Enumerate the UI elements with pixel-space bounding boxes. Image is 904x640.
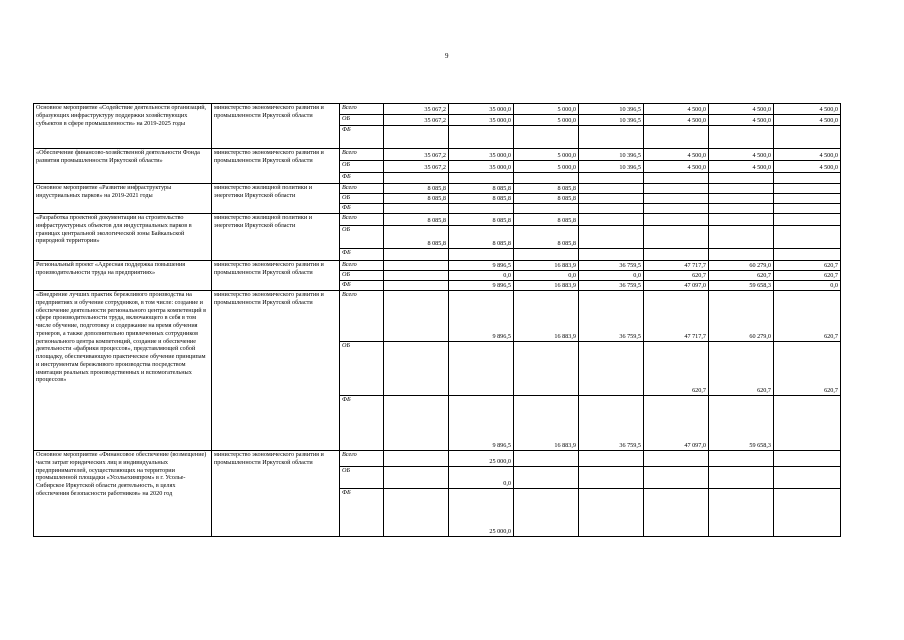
amount-cell: 620,7	[774, 271, 841, 281]
funding-source: ФБ	[340, 173, 384, 184]
amount-cell	[774, 204, 841, 214]
amount-cell	[514, 467, 579, 489]
amount-cell: 0,0	[579, 271, 644, 281]
amount-cell	[579, 451, 644, 467]
amount-cell: 35 067,2	[384, 104, 449, 115]
amount-cell	[774, 396, 841, 451]
amount-cell: 9 896,5	[449, 261, 514, 271]
amount-cell: 8 085,8	[514, 194, 579, 204]
amount-cell: 35 067,2	[384, 161, 449, 173]
amount-cell	[514, 451, 579, 467]
table-row	[34, 261, 841, 271]
amount-cell	[514, 204, 579, 214]
amount-cell	[579, 226, 644, 249]
amount-cell: 8 085,8	[514, 226, 579, 249]
amount-cell	[579, 173, 644, 184]
budget-table	[33, 103, 841, 537]
amount-cell	[449, 173, 514, 184]
amount-cell: 47 717,7	[644, 291, 709, 342]
amount-cell: 5 000,0	[514, 149, 579, 161]
amount-cell: 35 000,0	[449, 161, 514, 173]
table-row	[34, 104, 841, 115]
amount-cell	[709, 489, 774, 537]
amount-cell: 35 000,0	[449, 149, 514, 161]
amount-cell: 4 500,0	[709, 104, 774, 115]
amount-cell	[514, 173, 579, 184]
executor: министерство жилищной политики и энергетики Иркутской области	[212, 184, 340, 214]
amount-cell: 4 500,0	[774, 161, 841, 173]
amount-cell: 10 396,5	[579, 149, 644, 161]
amount-cell: 8 085,8	[384, 226, 449, 249]
amount-cell	[384, 173, 449, 184]
amount-cell	[384, 451, 449, 467]
amount-cell	[579, 184, 644, 194]
executor: министерство экономического развития и промышленности Иркутской области	[212, 104, 340, 149]
amount-cell: 47 097,0	[644, 281, 709, 291]
amount-cell: 8 085,8	[514, 214, 579, 226]
funding-source: ОБ	[340, 194, 384, 204]
amount-cell: 10 396,5	[579, 104, 644, 115]
activity-description: Региональный проект «Адресная поддержка повышения производительности труда на предприятиях»	[34, 261, 212, 291]
amount-cell	[709, 194, 774, 204]
amount-cell: 9 896,5	[449, 281, 514, 291]
amount-cell: 36 759,5	[579, 396, 644, 451]
amount-cell	[774, 249, 841, 261]
amount-cell	[514, 342, 579, 396]
funding-source: ОБ	[340, 271, 384, 281]
amount-cell	[384, 342, 449, 396]
amount-cell: 8 085,8	[449, 226, 514, 249]
amount-cell	[579, 126, 644, 149]
amount-cell	[644, 249, 709, 261]
amount-cell: 620,7	[774, 261, 841, 271]
amount-cell: 4 500,0	[774, 149, 841, 161]
page-number: 9	[445, 52, 449, 60]
amount-cell	[384, 271, 449, 281]
amount-cell	[774, 184, 841, 194]
amount-cell: 36 759,5	[579, 261, 644, 271]
amount-cell: 8 085,8	[449, 214, 514, 226]
amount-cell	[579, 489, 644, 537]
amount-cell: 16 883,9	[514, 291, 579, 342]
funding-source: ФБ	[340, 204, 384, 214]
activity-description: «Обеспечение финансово-хозяйственной деятельности Фонда развития промышленности Иркутской области»	[34, 149, 212, 184]
funding-source: ОБ	[340, 342, 384, 396]
amount-cell: 59 658,3	[709, 396, 774, 451]
amount-cell: 16 883,9	[514, 281, 579, 291]
amount-cell	[709, 226, 774, 249]
amount-cell: 4 500,0	[709, 161, 774, 173]
amount-cell	[579, 249, 644, 261]
amount-cell	[449, 342, 514, 396]
amount-cell: 0,0	[449, 271, 514, 281]
amount-cell: 620,7	[644, 342, 709, 396]
amount-cell: 8 085,8	[384, 214, 449, 226]
table-row	[34, 149, 841, 161]
funding-source: ФБ	[340, 396, 384, 451]
amount-cell	[709, 126, 774, 149]
amount-cell: 4 500,0	[644, 161, 709, 173]
amount-cell	[579, 204, 644, 214]
amount-cell: 4 500,0	[709, 149, 774, 161]
amount-cell	[774, 194, 841, 204]
funding-source: Всего	[340, 214, 384, 226]
amount-cell	[774, 126, 841, 149]
amount-cell	[644, 184, 709, 194]
amount-cell	[709, 173, 774, 184]
amount-cell	[774, 451, 841, 467]
amount-cell	[384, 249, 449, 261]
amount-cell	[384, 126, 449, 149]
amount-cell	[514, 489, 579, 537]
amount-cell: 620,7	[709, 342, 774, 396]
amount-cell: 9 896,5	[449, 396, 514, 451]
amount-cell: 4 500,0	[709, 115, 774, 126]
funding-source: Всего	[340, 184, 384, 194]
amount-cell: 4 500,0	[774, 115, 841, 126]
amount-cell	[384, 467, 449, 489]
amount-cell	[449, 249, 514, 261]
amount-cell: 36 759,5	[579, 291, 644, 342]
amount-cell: 36 759,5	[579, 281, 644, 291]
amount-cell	[774, 214, 841, 226]
amount-cell	[449, 204, 514, 214]
amount-cell	[514, 249, 579, 261]
amount-cell: 5 000,0	[514, 104, 579, 115]
amount-cell	[709, 249, 774, 261]
amount-cell: 35 000,0	[449, 104, 514, 115]
amount-cell	[644, 467, 709, 489]
amount-cell	[384, 281, 449, 291]
executor: министерство жилищной политики и энергетики Иркутской области	[212, 214, 340, 261]
funding-source: ФБ	[340, 126, 384, 149]
funding-source: ФБ	[340, 281, 384, 291]
funding-source: Всего	[340, 451, 384, 467]
funding-source: Всего	[340, 261, 384, 271]
funding-source: Всего	[340, 104, 384, 115]
amount-cell: 59 658,3	[709, 281, 774, 291]
amount-cell: 4 500,0	[774, 104, 841, 115]
amount-cell	[579, 467, 644, 489]
activity-description: «Внедрение лучших практик бережливого производства на предприятиях и обучение сотрудников, в том числе: создание и обеспечение деятельности регионального центра компетенций в сфере производительности труда, включающего в себя в том числе обучение, подготовку и содержание на время обучения тренеров, а также дополнительно привлеченных сотрудников регионального центра компетенций, создание и обеспечение деятельности «фабрики процессов», представляющей собой площадку, обеспечивающую практическое обучение принципам и инструментам бережливого производства посредством имитации реальных производственных и вспомогательных процессов»	[34, 291, 212, 451]
amount-cell	[384, 261, 449, 271]
amount-cell: 35 067,2	[384, 115, 449, 126]
amount-cell	[709, 184, 774, 194]
amount-cell	[384, 489, 449, 537]
amount-cell	[644, 204, 709, 214]
amount-cell	[384, 204, 449, 214]
amount-cell	[644, 489, 709, 537]
amount-cell	[709, 451, 774, 467]
activity-description: Основное мероприятие «Содействие деятельности организаций, образующих инфраструктуру поддержки хозяйствующих субъектов в сфере промышленности» на 2019-2025 годы	[34, 104, 212, 149]
amount-cell: 4 500,0	[644, 149, 709, 161]
amount-cell: 620,7	[709, 271, 774, 281]
amount-cell: 47 717,7	[644, 261, 709, 271]
amount-cell: 25 000,0	[449, 489, 514, 537]
amount-cell: 8 085,8	[384, 184, 449, 194]
amount-cell: 16 883,9	[514, 396, 579, 451]
amount-cell	[774, 467, 841, 489]
amount-cell	[644, 126, 709, 149]
amount-cell	[644, 173, 709, 184]
table-row	[34, 291, 841, 342]
funding-source: ОБ	[340, 115, 384, 126]
amount-cell: 0,0	[514, 271, 579, 281]
amount-cell: 620,7	[774, 291, 841, 342]
amount-cell: 9 896,5	[449, 291, 514, 342]
executor: министерство экономического развития и промышленности Иркутской области	[212, 261, 340, 291]
amount-cell	[774, 226, 841, 249]
amount-cell: 8 085,8	[384, 194, 449, 204]
amount-cell: 0,0	[449, 467, 514, 489]
executor: министерство экономического развития и промышленности Иркутской области	[212, 149, 340, 184]
amount-cell	[384, 291, 449, 342]
table-row	[34, 214, 841, 226]
amount-cell: 4 500,0	[644, 104, 709, 115]
amount-cell: 5 000,0	[514, 161, 579, 173]
table-row	[34, 451, 841, 467]
activity-description: Основное мероприятие «Финансовое обеспечение (возмещение) части затрат юридических лиц и индивидуальных предпринимателей, осуществляющих на территории промышленной площадки «Усольехимпром» в г. Усолье-Сибирское Иркутской области деятельность, в целях обеспечения безопасности работников» на 2020 год	[34, 451, 212, 537]
amount-cell: 4 500,0	[644, 115, 709, 126]
amount-cell: 25 000,0	[449, 451, 514, 467]
funding-source: ФБ	[340, 249, 384, 261]
funding-source: ОБ	[340, 226, 384, 249]
table-row	[34, 184, 841, 194]
amount-cell: 8 085,8	[514, 184, 579, 194]
amount-cell: 35 067,2	[384, 149, 449, 161]
funding-source: Всего	[340, 291, 384, 342]
executor: министерство экономического развития и промышленности Иркутской области	[212, 451, 340, 537]
amount-cell: 8 085,8	[449, 184, 514, 194]
amount-cell: 60 279,0	[709, 291, 774, 342]
amount-cell: 0,0	[774, 281, 841, 291]
amount-cell	[514, 126, 579, 149]
amount-cell	[449, 126, 514, 149]
executor: министерство экономического развития и промышленности Иркутской области	[212, 291, 340, 451]
amount-cell	[774, 489, 841, 537]
amount-cell	[709, 214, 774, 226]
amount-cell: 60 279,0	[709, 261, 774, 271]
amount-cell: 16 883,9	[514, 261, 579, 271]
funding-source: Всего	[340, 149, 384, 161]
activity-description: Основное мероприятие «Развитие инфраструктуры индустриальных парков» на 2019-2021 годы	[34, 184, 212, 214]
amount-cell	[579, 214, 644, 226]
amount-cell	[644, 194, 709, 204]
amount-cell	[709, 204, 774, 214]
amount-cell: 620,7	[644, 271, 709, 281]
amount-cell: 5 000,0	[514, 115, 579, 126]
amount-cell	[579, 342, 644, 396]
amount-cell: 10 396,5	[579, 161, 644, 173]
amount-cell: 47 097,0	[644, 396, 709, 451]
funding-source: ОБ	[340, 161, 384, 173]
amount-cell: 8 085,8	[449, 194, 514, 204]
amount-cell	[644, 226, 709, 249]
amount-cell	[774, 173, 841, 184]
amount-cell	[644, 451, 709, 467]
activity-description: «Разработка проектной документации на строительство инфраструктурных объектов для индустриальных парков в границах центральной экологической зоны Байкальской природной территории»	[34, 214, 212, 261]
amount-cell	[384, 396, 449, 451]
amount-cell	[709, 467, 774, 489]
amount-cell	[579, 194, 644, 204]
amount-cell	[644, 214, 709, 226]
amount-cell: 620,7	[774, 342, 841, 396]
amount-cell: 10 396,5	[579, 115, 644, 126]
funding-source: ФБ	[340, 489, 384, 537]
funding-source: ОБ	[340, 467, 384, 489]
amount-cell: 35 000,0	[449, 115, 514, 126]
